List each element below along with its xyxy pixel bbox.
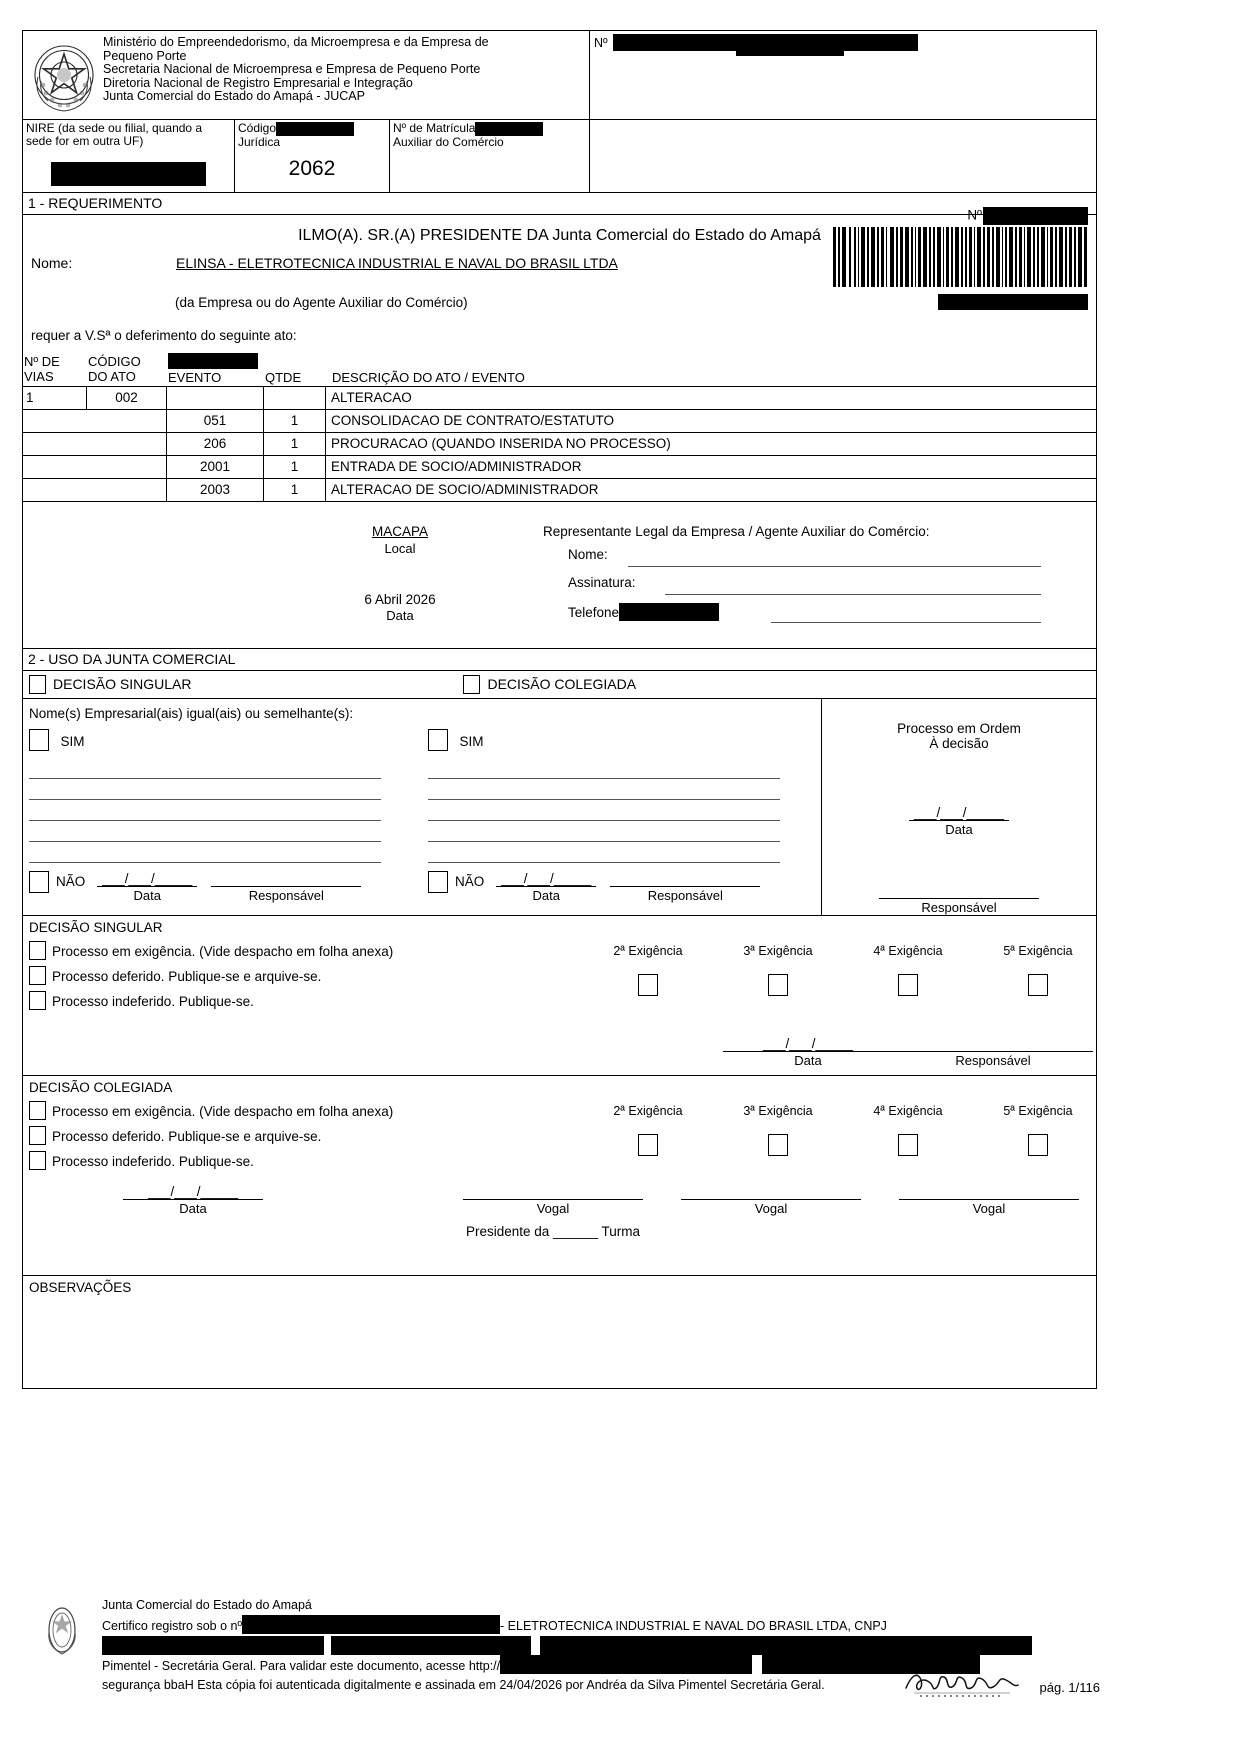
ministry-line-5: Junta Comercial do Estado do Amapá - JUCAP <box>103 89 365 104</box>
dc-option-checkbox-2[interactable] <box>29 1126 46 1145</box>
nire-cell <box>23 120 235 192</box>
local-value: MACAPA <box>371 523 428 539</box>
header-protocol-number-cell <box>590 31 1096 119</box>
footer-url-redaction-a <box>500 1655 752 1674</box>
dc-presidente-line: Presidente da ______ Turma <box>465 1223 641 1239</box>
header-left <box>23 31 590 119</box>
dc-vogal-1[interactable] <box>463 1184 643 1216</box>
rep-nome-label: Nome: <box>568 546 608 562</box>
nire-spacer-cell <box>590 120 1096 192</box>
ds-option-checkbox-3[interactable] <box>29 991 46 1010</box>
col-header-codigo-ato: CÓDIGO DO ATO <box>88 354 141 384</box>
nome-subnote: (da Empresa ou do Agente Auxiliar do Comércio) <box>175 295 468 311</box>
handwritten-signature-icon <box>902 1666 1022 1700</box>
footer-line-1: Junta Comercial do Estado do Amapá <box>102 1598 312 1612</box>
nao-data-2[interactable] <box>496 871 596 903</box>
cell-descricao: CONSOLIDACAO DE CONTRATO/ESTATUTO <box>331 412 615 428</box>
footer-line-3 <box>102 1636 1100 1655</box>
dc-data-caption: Data <box>179 1200 207 1216</box>
nire-label: NIRE (da sede ou filial, quando a sede for em outra UF) <box>26 121 203 149</box>
decisao-colegiada-block <box>23 1076 1096 1276</box>
sim-label-2: SIM <box>459 733 484 749</box>
form-container <box>22 30 1097 1389</box>
nao-data-1[interactable] <box>97 871 197 903</box>
processo-ordem-data[interactable]: ___/___/_____ <box>909 805 1009 821</box>
ministry-heading <box>101 31 493 119</box>
codigo-juridica-redaction <box>276 122 354 136</box>
local-field <box>305 524 495 556</box>
footer-line-2-pre: Certifico registro sob o nº <box>102 1619 243 1633</box>
nao-column-2 <box>422 871 821 903</box>
decisao-colegiada-label: DECISÃO COLEGIADA <box>487 676 637 693</box>
nao-data-placeholder-2: ___/___/_____ <box>496 871 596 887</box>
rep-assinatura-label: Assinatura: <box>568 574 636 590</box>
observacoes-title: OBSERVAÇÕES <box>29 1279 132 1295</box>
ds-exigencia-label-1: 2ª Exigência <box>613 943 683 958</box>
ds-exigencia-checkbox-2[interactable] <box>713 974 843 999</box>
acts-table <box>23 355 1096 502</box>
dc-data-field[interactable] <box>123 1184 263 1216</box>
cell-evento: 2003 <box>167 479 264 501</box>
footer-line-4-text: Pimentel - Secretária Geral. Para validar este documento, acesse http:// <box>102 1659 501 1673</box>
section-1-bar: 1 - REQUERIMENTO <box>23 193 1096 215</box>
protocol-number-label: Nº <box>594 36 608 50</box>
official-seal-icon <box>40 1602 84 1658</box>
processo-ordem-panel <box>822 699 1096 915</box>
dc-vogal-line-3 <box>899 1184 1079 1200</box>
data-value: 6 Abril 2026 <box>364 591 436 607</box>
table-row <box>23 479 1096 502</box>
ds-exigencia-col-2 <box>713 944 843 999</box>
blank-line[interactable] <box>428 862 780 863</box>
dc-vogal-2[interactable] <box>681 1184 861 1216</box>
sim-checkbox-1[interactable] <box>29 729 49 751</box>
nomes-left-panel <box>23 699 822 915</box>
section-2-bar: 2 - USO DA JUNTA COMERCIAL <box>23 649 1096 671</box>
blank-lines-row <box>23 770 821 869</box>
dc-exigencia-checkbox-4[interactable] <box>973 1134 1103 1159</box>
nao-data-placeholder-1: ___/___/_____ <box>97 871 197 887</box>
telefone-redaction <box>619 603 719 621</box>
nire-value-redaction <box>51 162 206 186</box>
data-field <box>305 592 495 623</box>
processo-ordem-responsavel-line[interactable] <box>879 883 1039 899</box>
ds-exigencia-label-2: 3ª Exigência <box>743 943 813 958</box>
blank-line[interactable] <box>29 778 381 779</box>
representative-block <box>543 524 1063 627</box>
dc-exigencia-col-3 <box>843 1104 973 1159</box>
ds-data-caption: Data <box>794 1052 822 1068</box>
nire-row <box>23 120 1096 193</box>
dc-vogal-caption-2: Vogal <box>754 1200 788 1216</box>
ministry-line-2: Pequeno Porte <box>103 48 187 63</box>
cell-evento: 051 <box>167 410 264 432</box>
decisao-singular-block-title: DECISÃO SINGULAR <box>29 919 163 935</box>
matricula-cell <box>390 120 590 192</box>
ds-data-field[interactable] <box>723 1036 893 1068</box>
processo-ordem-responsavel-caption: Responsável <box>921 899 997 915</box>
barcode-number-row <box>808 207 1088 225</box>
blank-line[interactable] <box>29 820 381 821</box>
cell-descricao: ENTRADA DE SOCIO/ADMINISTRADOR <box>331 458 582 474</box>
decisao-colegiada-block-title: DECISÃO COLEGIADA <box>29 1079 173 1095</box>
nao-data-caption-1: Data <box>133 887 161 903</box>
decisao-singular-block <box>23 916 1096 1076</box>
footer-registro-redaction <box>242 1615 500 1634</box>
rep-telefone-row <box>543 603 1063 627</box>
processo-ordem-data-caption: Data <box>945 821 973 837</box>
rep-assinatura-row <box>543 575 1063 599</box>
ds-responsavel-caption: Responsável <box>955 1052 1031 1068</box>
representative-title: Representante Legal da Empresa / Agente Auxiliar do Comércio: <box>543 523 930 539</box>
decisao-colegiada-checkbox[interactable] <box>463 675 480 694</box>
ministry-line-4: Diretoria Nacional de Registro Empresarial e Integração <box>103 75 413 90</box>
ds-exigencia-checkbox-3[interactable] <box>843 974 973 999</box>
evento-header-redaction <box>168 353 258 369</box>
rep-telefone-line[interactable] <box>771 622 1041 623</box>
ds-data-placeholder: ___/___/_____ <box>723 1036 893 1052</box>
dc-vogal-caption-1: Vogal <box>536 1200 570 1216</box>
nao-checkbox-1[interactable] <box>29 871 49 893</box>
dc-exigencia-checkbox-3[interactable] <box>843 1134 973 1159</box>
cell-evento <box>167 387 264 409</box>
footer-line-3-redaction-a <box>102 1636 324 1655</box>
nomes-heading: Nome(s) Empresarial(ais) igual(ais) ou semelhante(s): <box>29 705 354 721</box>
blank-line[interactable] <box>428 778 780 779</box>
nao-row <box>23 869 821 903</box>
cell-qtde: 1 <box>264 456 326 478</box>
codigo-juridica-cell <box>235 120 390 192</box>
col-header-evento-label: EVENTO <box>168 370 222 386</box>
table-row <box>23 433 1096 456</box>
ds-option-label-1: Processo em exigência. (Vide despacho em folha anexa) <box>52 943 394 959</box>
dc-vogal-caption-3: Vogal <box>972 1200 1006 1216</box>
data-caption: Data <box>386 607 414 623</box>
ds-footer <box>723 1036 1103 1068</box>
blank-line[interactable] <box>428 799 780 800</box>
cell-codigo <box>87 456 167 478</box>
nao-label-2: NÃO <box>455 873 485 889</box>
ds-responsavel-line <box>893 1036 1093 1052</box>
ds-option-label-2: Processo deferido. Publique-se e arquive-se. <box>52 968 322 984</box>
ds-exigencia-checkbox-1[interactable] <box>583 974 713 999</box>
barcode-caption-redaction <box>938 294 1088 310</box>
ds-exigencia-label-4: 5ª Exigência <box>1003 943 1073 958</box>
cell-descricao: ALTERACAO DE SOCIO/ADMINISTRADOR <box>331 481 599 497</box>
ministry-line-3: Secretaria Nacional de Microempresa e Empresa de Pequeno Porte <box>103 62 481 77</box>
dc-vogal-line-1 <box>463 1184 643 1200</box>
dc-footer <box>23 1184 1096 1246</box>
blank-lines-column-2 <box>422 778 821 869</box>
ds-exigencia-label-3: 4ª Exigência <box>873 943 943 958</box>
col-header-vias: Nº DE VIAS <box>24 354 60 384</box>
cell-descricao: ALTERACAO <box>331 389 412 405</box>
cell-codigo <box>87 410 167 432</box>
nome-row <box>23 255 1096 277</box>
dc-option-checkbox-1[interactable] <box>29 1101 46 1120</box>
rep-assinatura-line[interactable] <box>665 594 1041 595</box>
cell-qtde: 1 <box>264 410 326 432</box>
blank-line[interactable] <box>428 841 780 842</box>
ds-option-checkbox-2[interactable] <box>29 966 46 985</box>
nao-responsavel-2[interactable] <box>610 871 760 903</box>
requerimento-section <box>23 207 1096 649</box>
footer-line-3-redaction-c <box>540 1636 1032 1655</box>
rep-telefone-label: Telefone <box>568 604 620 620</box>
cell-vias <box>23 433 87 455</box>
protocol-number-redaction <box>613 34 918 51</box>
footer-line-2-post: - ELETROTECNICA INDUSTRIAL E NAVAL DO BRASIL LTDA, CNPJ <box>500 1619 887 1633</box>
blank-line[interactable] <box>428 820 780 821</box>
dc-exigencia-label-2: 3ª Exigência <box>743 1103 813 1118</box>
ds-exigencias <box>583 944 1103 999</box>
nome-value: ELINSA - ELETROTECNICA INDUSTRIAL E NAVAL DO BRASIL LTDA <box>176 255 618 272</box>
cell-vias <box>23 479 87 501</box>
dc-exigencia-label-3: 4ª Exigência <box>873 1103 943 1118</box>
processo-ordem-line-2: À decisão <box>929 735 989 751</box>
nao-responsavel-caption-1: Responsável <box>248 887 324 903</box>
blank-lines-column-1 <box>23 778 422 869</box>
protocol-number-redaction-extra <box>736 50 844 56</box>
cell-qtde: 1 <box>264 479 326 501</box>
dc-exigencia-label-4: 5ª Exigência <box>1003 1103 1073 1118</box>
dc-vogal-line-2 <box>681 1184 861 1200</box>
rep-nome-row <box>543 547 1063 571</box>
sim-row <box>23 721 821 756</box>
dc-exigencia-checkbox-1[interactable] <box>583 1134 713 1159</box>
cell-evento: 2001 <box>167 456 264 478</box>
dc-option-label-2: Processo deferido. Publique-se e arquive-se. <box>52 1128 322 1144</box>
blank-line[interactable] <box>29 862 381 863</box>
matricula-label: Nº de Matrícula Auxiliar do Comércio <box>390 120 589 149</box>
ds-responsavel-field[interactable] <box>893 1036 1093 1068</box>
nao-responsavel-line-1 <box>211 871 361 887</box>
dc-data-placeholder: ___/___/_____ <box>123 1184 263 1200</box>
ds-exigencia-col-1 <box>583 944 713 999</box>
nao-responsavel-1[interactable] <box>211 871 361 903</box>
ds-option-checkbox-1[interactable] <box>29 941 46 960</box>
sim-column-2 <box>422 729 821 756</box>
barcode-number-redaction <box>983 207 1088 225</box>
cell-vias <box>23 410 87 432</box>
footer-line-5: segurança bbaH Esta cópia foi autenticada digitalmente e assinada em 24/04/2026 por Andréa da Silva Pimentel Secretária Geral. <box>102 1678 825 1692</box>
ministry-line-1: Ministério do Empreendedorismo, da Microempresa e da Empresa de <box>103 35 489 49</box>
acts-table-header <box>23 355 1096 386</box>
nao-responsavel-line-2 <box>610 871 760 887</box>
dc-vogal-3[interactable] <box>899 1184 1079 1216</box>
requer-line: requer a V.Sª o deferimento do seguinte ato: <box>31 328 297 344</box>
cell-codigo <box>87 433 167 455</box>
table-row <box>23 410 1096 433</box>
decisao-singular-checkbox[interactable] <box>29 675 46 694</box>
decisao-singular-label: DECISÃO SINGULAR <box>53 676 192 693</box>
sim-checkbox-2[interactable] <box>428 729 448 751</box>
footer-line-2 <box>102 1615 1100 1636</box>
ds-exigencia-col-3 <box>843 944 973 999</box>
cell-descricao: PROCURACAO (QUANDO INSERIDA NO PROCESSO) <box>331 435 671 451</box>
nao-label-1: NÃO <box>56 873 86 889</box>
ds-option-label-3: Processo indeferido. Publique-se. <box>52 993 254 1009</box>
nome-label: Nome: <box>31 255 73 272</box>
cell-qtde: 1 <box>264 433 326 455</box>
dc-exigencia-col-1 <box>583 1104 713 1159</box>
dc-exigencia-col-4 <box>973 1104 1103 1159</box>
cell-evento: 206 <box>167 433 264 455</box>
form-header <box>23 31 1096 120</box>
dc-option-checkbox-3[interactable] <box>29 1151 46 1170</box>
footer-certification <box>40 1596 1100 1695</box>
matricula-redaction <box>475 122 543 136</box>
local-caption: Local <box>384 540 416 556</box>
col-header-descricao: DESCRIÇÃO DO ATO / EVENTO <box>332 370 525 386</box>
table-row <box>23 387 1096 410</box>
nao-data-caption-2: Data <box>532 887 560 903</box>
cell-vias: 1 <box>23 387 87 409</box>
barcode-number-label: Nº <box>967 207 982 223</box>
rep-nome-line[interactable] <box>628 566 1041 567</box>
dc-exigencia-checkbox-2[interactable] <box>713 1134 843 1159</box>
dc-option-label-1: Processo em exigência. (Vide despacho em folha anexa) <box>52 1103 394 1119</box>
dc-exigencia-col-2 <box>713 1104 843 1159</box>
requerimento-title: ILMO(A). SR.(A) PRESIDENTE DA Junta Comercial do Estado do Amapá <box>298 227 821 245</box>
codigo-juridica-value: 2062 <box>288 157 336 181</box>
ds-exigencia-checkbox-4[interactable] <box>973 974 1103 999</box>
cell-codigo <box>87 479 167 501</box>
blank-line[interactable] <box>29 841 381 842</box>
table-row <box>23 456 1096 479</box>
dc-option-label-3: Processo indeferido. Publique-se. <box>52 1153 254 1169</box>
cell-codigo: 002 <box>87 387 167 409</box>
processo-ordem-line-1: Processo em Ordem <box>897 720 1021 736</box>
coat-of-arms-icon <box>23 31 101 119</box>
dc-exigencia-label-1: 2ª Exigência <box>613 1103 683 1118</box>
blank-line[interactable] <box>29 799 381 800</box>
nomes-empresariais-section <box>23 699 1096 916</box>
footer-line-3-redaction-b <box>331 1636 531 1655</box>
cell-vias <box>23 456 87 478</box>
dc-exigencias <box>583 1104 1103 1159</box>
signature-block <box>23 524 1096 644</box>
ds-exigencia-col-4 <box>973 944 1103 999</box>
observacoes-block <box>23 1276 1096 1388</box>
sim-column-1 <box>23 729 422 756</box>
page-number: pág. 1/116 <box>1039 1680 1100 1695</box>
col-header-qtde: QTDE <box>265 370 302 386</box>
nao-responsavel-caption-2: Responsável <box>647 887 723 903</box>
cell-qtde <box>264 387 326 409</box>
nao-checkbox-2[interactable] <box>428 871 448 893</box>
sim-label-1: SIM <box>60 733 85 749</box>
codigo-juridica-label: Código Jurídica <box>235 120 389 149</box>
nao-column-1 <box>23 871 422 903</box>
decision-type-row <box>23 671 1096 699</box>
acts-table-body <box>23 386 1096 502</box>
col-header-evento <box>168 355 265 386</box>
